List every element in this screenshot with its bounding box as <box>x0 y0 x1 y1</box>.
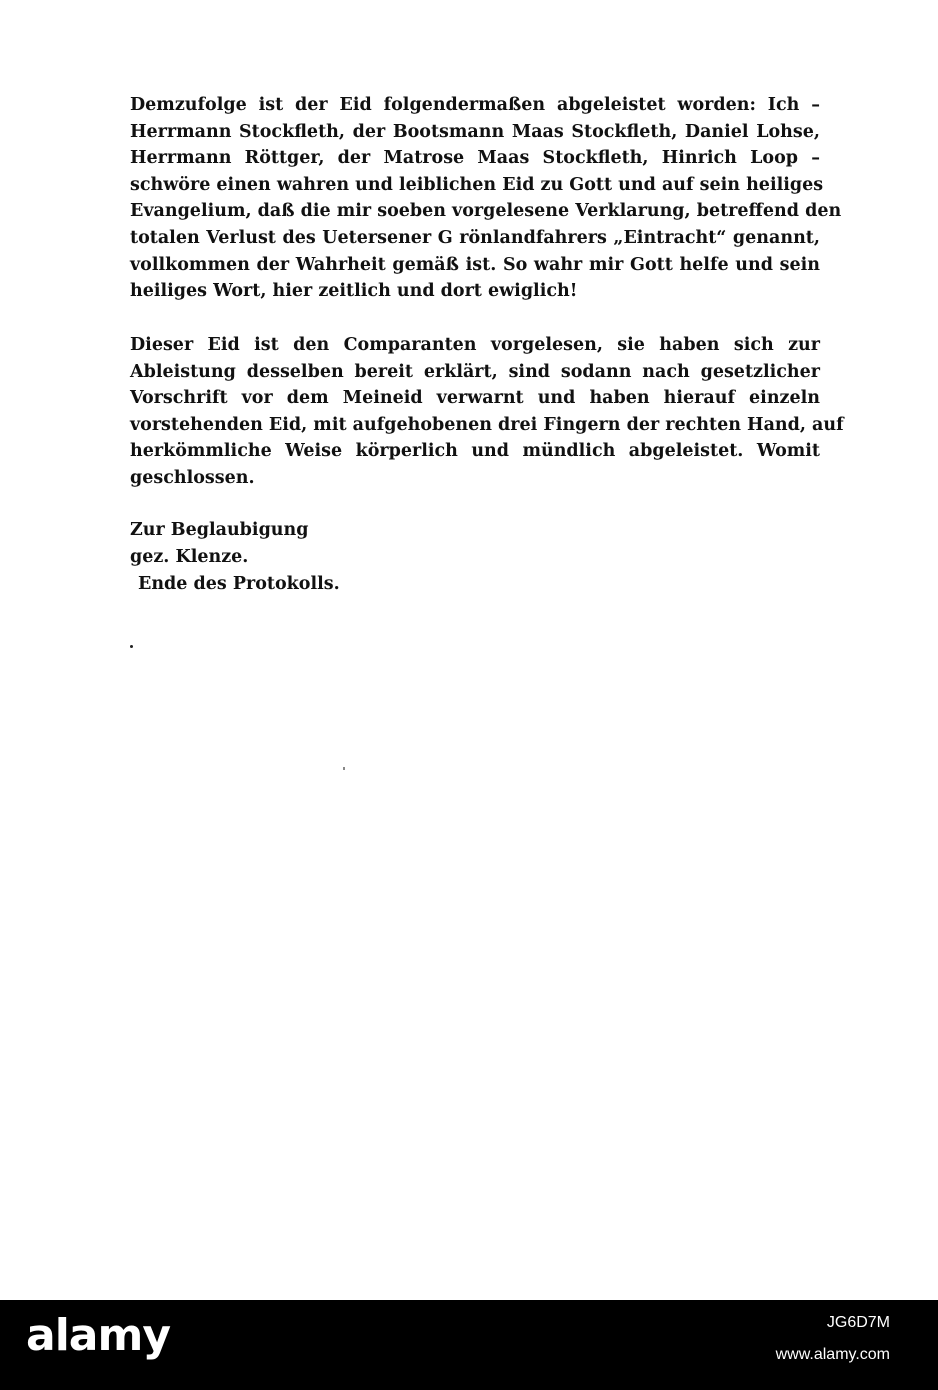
certification-line: Zur Beglaubigung <box>130 520 309 540</box>
text-line: totalen Verlust des Uetersener G rönlandfahrers „Eintracht“ genannt, <box>130 227 820 248</box>
text-line: schwöre einen wahren und leiblichen Eid zu Gott und auf sein heiliges <box>130 174 824 195</box>
site-url-label: www.alamy.com <box>775 1346 890 1363</box>
end-of-protocol-line: Ende des Protokolls. <box>138 574 340 594</box>
text-line: herkömmliche Weise körperlich und mündlich abgeleistet. Womit <box>130 441 820 462</box>
oath-paragraph <box>130 92 842 305</box>
image-id-label: JG6D7M <box>826 1314 890 1331</box>
signed-by-line: gez. Klenze. <box>130 547 249 567</box>
watermark-footer <box>0 1300 938 1390</box>
text-line: Herrmann Röttger, der Matrose Maas Stockfleth, Hinrich Loop – <box>130 148 820 169</box>
signature-block <box>130 517 820 598</box>
text-line: Vorschrift vor dem Meineid verwarnt und haben hierauf einzeln <box>130 388 820 409</box>
text-line: vollkommen der Wahrheit gemäß ist. So wahr mir Gott helfe und sein <box>130 254 820 275</box>
alamy-logo: alamy <box>26 1310 170 1361</box>
ink-dot <box>130 645 133 648</box>
text-line: Herrmann Stockfleth, der Bootsmann Maas Stockfleth, Daniel Lohse, <box>130 121 820 142</box>
text-line: heiliges Wort, hier zeitlich und dort ewiglich! <box>130 281 578 302</box>
text-line: vorstehenden Eid, mit aufgehobenen drei Fingern der rechten Hand, auf <box>130 414 844 435</box>
text-line: Ableistung desselben bereit erklärt, sind sodann nach gesetzlicher <box>130 361 820 382</box>
text-line: Dieser Eid ist den Comparanten vorgelesen, sie haben sich zur <box>130 335 820 355</box>
text-line: geschlossen. <box>130 467 255 488</box>
attestation-paragraph <box>130 332 844 492</box>
ink-speck <box>343 767 345 770</box>
text-line: Evangelium, daß die mir soeben vorgelesene Verklarung, betreffend den <box>130 201 842 222</box>
text-line: Demzufolge ist der Eid folgendermaßen abgeleistet worden: Ich – <box>130 95 820 115</box>
